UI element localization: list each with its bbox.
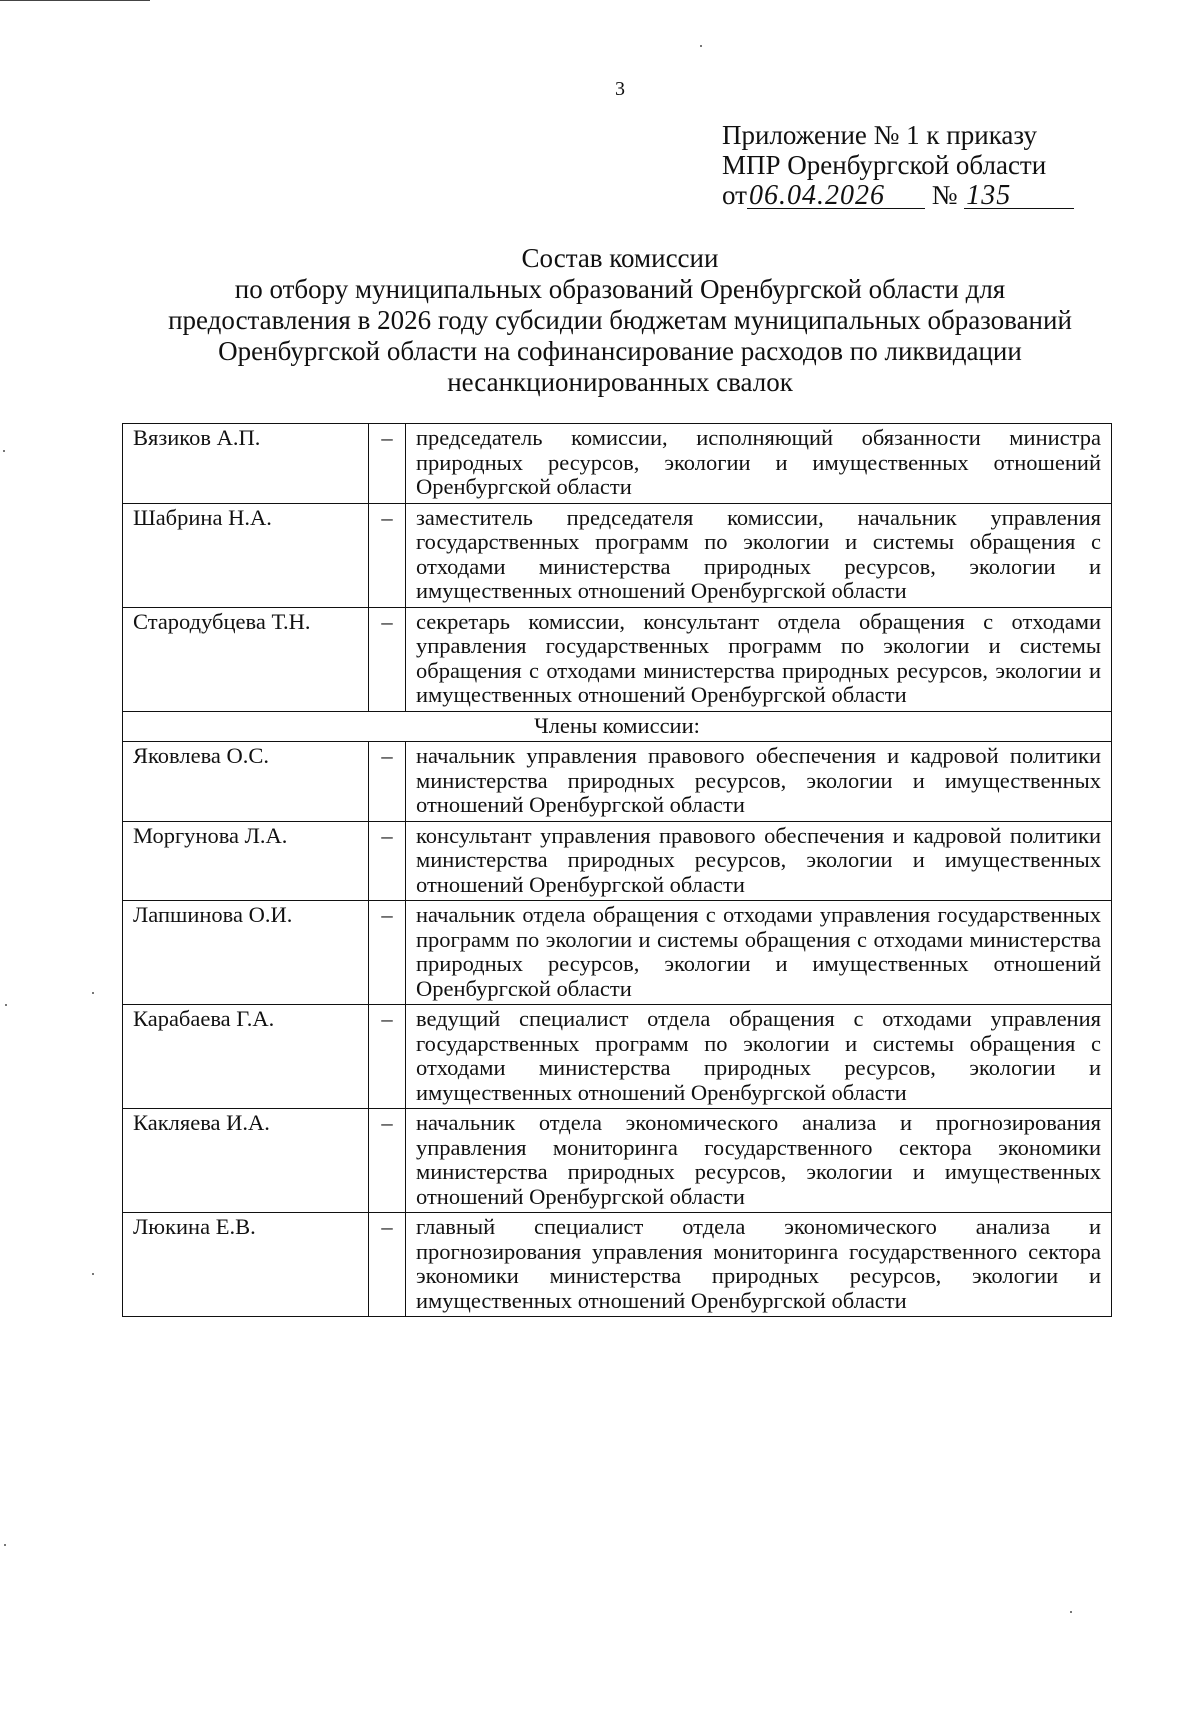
title-line-1: Состав комиссии xyxy=(521,243,719,273)
members-heading: Члены комиссии: xyxy=(123,711,1112,742)
scan-speck xyxy=(4,1544,6,1546)
member-name: Моргунова Л.А. xyxy=(123,821,369,901)
appendix-line-2: МПР Оренбургской области xyxy=(722,150,1047,180)
table-row xyxy=(123,503,1112,607)
number-prefix: № xyxy=(931,180,958,210)
appendix-date-line xyxy=(722,180,1102,210)
member-role: главный специалист отдела экономического анализа и прогнозирования управления мониторинга государственного сектора экономики министерства природных ресурсов, экологии и имущественных отношений Оренбургской области xyxy=(406,1213,1112,1317)
section-row xyxy=(123,711,1112,742)
member-role: начальник отдела обращения с отходами управления государственных программ по экологии и системы обращения с отходами министерства природных ресурсов, экологии и имущественных отношений Оренбургской области xyxy=(406,901,1112,1005)
scan-speck xyxy=(92,992,94,994)
table-row xyxy=(123,424,1112,504)
member-name: Вязиков А.П. xyxy=(123,424,369,504)
scan-speck xyxy=(1070,1611,1072,1613)
member-role: председатель комиссии, исполняющий обязанности министра природных ресурсов, экологии и имущественных отношений Оренбургской области xyxy=(406,424,1112,504)
member-name: Какляева И.А. xyxy=(123,1109,369,1213)
scan-speck xyxy=(92,1273,94,1275)
title-line-2: по отбору муниципальных образований Оренбургской области для xyxy=(234,274,1006,304)
dash-separator: – xyxy=(369,1213,406,1317)
dash-separator: – xyxy=(369,424,406,504)
member-name: Стародубцева Т.Н. xyxy=(123,607,369,711)
scan-speck xyxy=(700,45,702,47)
handwritten-date: 06.04.2026 xyxy=(747,184,925,209)
member-name: Шабрина Н.А. xyxy=(123,503,369,607)
dash-separator: – xyxy=(369,503,406,607)
table-row xyxy=(123,1213,1112,1317)
member-name: Люкина Е.В. xyxy=(123,1213,369,1317)
member-role: секретарь комиссии, консультант отдела обращения с отходами управления государственных программ по экологии и системы обращения с отходами министерства природных ресурсов, экологии и имущественных отношений Оренбургской области xyxy=(406,607,1112,711)
member-role: заместитель председателя комиссии, начальник управления государственных программ по экологии и системы обращения с отходами министерства природных ресурсов, экологии и имущественных отношений Оренбургской области xyxy=(406,503,1112,607)
title-line-3: предоставления в 2026 году субсидии бюджетам муниципальных образований xyxy=(168,305,1072,335)
scan-speck xyxy=(3,450,5,452)
date-prefix: от xyxy=(722,180,747,210)
document-title xyxy=(120,243,1120,398)
table-row xyxy=(123,607,1112,711)
table-row xyxy=(123,901,1112,1005)
handwritten-number: 135 xyxy=(964,184,1074,209)
scan-edge-line xyxy=(0,0,150,1)
member-name: Карабаева Г.А. xyxy=(123,1005,369,1109)
appendix-line-1: Приложение № 1 к приказу xyxy=(722,120,1037,150)
dash-separator: – xyxy=(369,821,406,901)
table-row xyxy=(123,1005,1112,1109)
dash-separator: – xyxy=(369,1005,406,1109)
page-number: 3 xyxy=(615,78,625,100)
dash-separator: – xyxy=(369,742,406,822)
table-row xyxy=(123,1109,1112,1213)
title-line-5: несанкционированных свалок xyxy=(447,367,793,397)
scan-speck xyxy=(5,1004,7,1006)
dash-separator: – xyxy=(369,901,406,1005)
member-role: консультант управления правового обеспечения и кадровой политики министерства природных ресурсов, экологии и имущественных отношений Оренбургской области xyxy=(406,821,1112,901)
committee-table xyxy=(122,423,1112,1317)
dash-separator: – xyxy=(369,607,406,711)
member-role: начальник отдела экономического анализа и прогнозирования управления мониторинга государственного сектора экономики министерства природных ресурсов, экологии и имущественных отношений Оренбургской области xyxy=(406,1109,1112,1213)
member-name: Лапшинова О.И. xyxy=(123,901,369,1005)
table-row xyxy=(123,821,1112,901)
member-role: начальник управления правового обеспечения и кадровой политики министерства природных ресурсов, экологии и имущественных отношений Оренбургской области xyxy=(406,742,1112,822)
member-name: Яковлева О.С. xyxy=(123,742,369,822)
table-row xyxy=(123,742,1112,822)
appendix-header xyxy=(722,120,1102,210)
member-role: ведущий специалист отдела обращения с отходами управления государственных программ по экологии и системы обращения с отходами министерства природных ресурсов, экологии и имущественных отношений Оренбургской области xyxy=(406,1005,1112,1109)
title-line-4: Оренбургской области на софинансирование расходов по ликвидации xyxy=(218,336,1022,366)
dash-separator: – xyxy=(369,1109,406,1213)
